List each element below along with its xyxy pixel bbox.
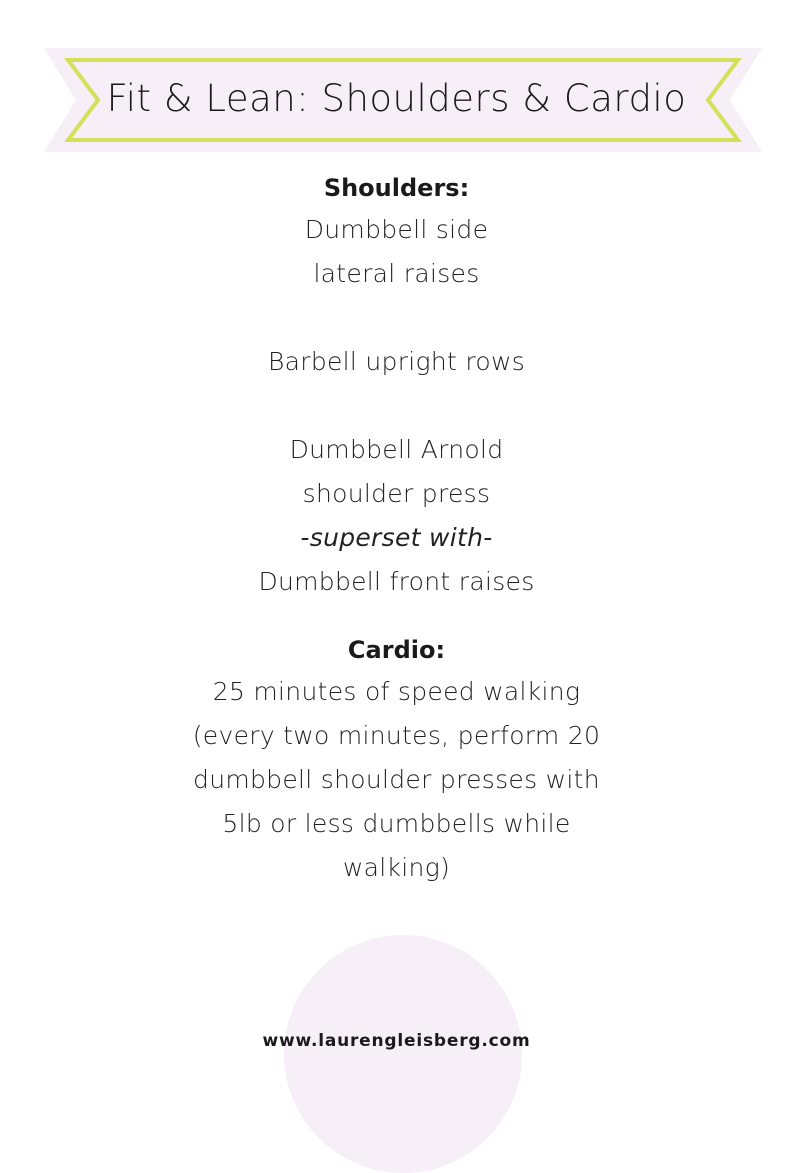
shoulders-heading: Shoulders:: [323, 174, 470, 202]
page-title: Fit & Lean: Shoulders & Cardio: [106, 77, 687, 120]
superset-note: -superset with-: [300, 523, 493, 552]
exercise-line: lateral raises: [313, 259, 480, 288]
cardio-line: 25 minutes of speed walking: [212, 677, 581, 706]
cardio-line: dumbbell shoulder presses with: [193, 765, 600, 794]
website-link[interactable]: www.laurengleisberg.com: [262, 1031, 531, 1051]
exercise-line: shoulder press: [302, 479, 491, 508]
cardio-line: walking): [342, 853, 451, 882]
exercise-line: Dumbbell side: [304, 215, 489, 244]
cardio-heading: Cardio:: [347, 636, 446, 664]
exercise-line: Dumbbell Arnold: [289, 435, 504, 464]
decorative-circle: [284, 935, 522, 1173]
title-banner: [0, 40, 793, 160]
cardio-line: (every two minutes, perform 20: [192, 721, 601, 750]
cardio-line: 5lb or less dumbbells while: [222, 809, 571, 838]
exercise-line: Barbell upright rows: [267, 347, 526, 376]
exercise-line: Dumbbell front raises: [258, 567, 535, 596]
workout-content: [0, 168, 793, 890]
